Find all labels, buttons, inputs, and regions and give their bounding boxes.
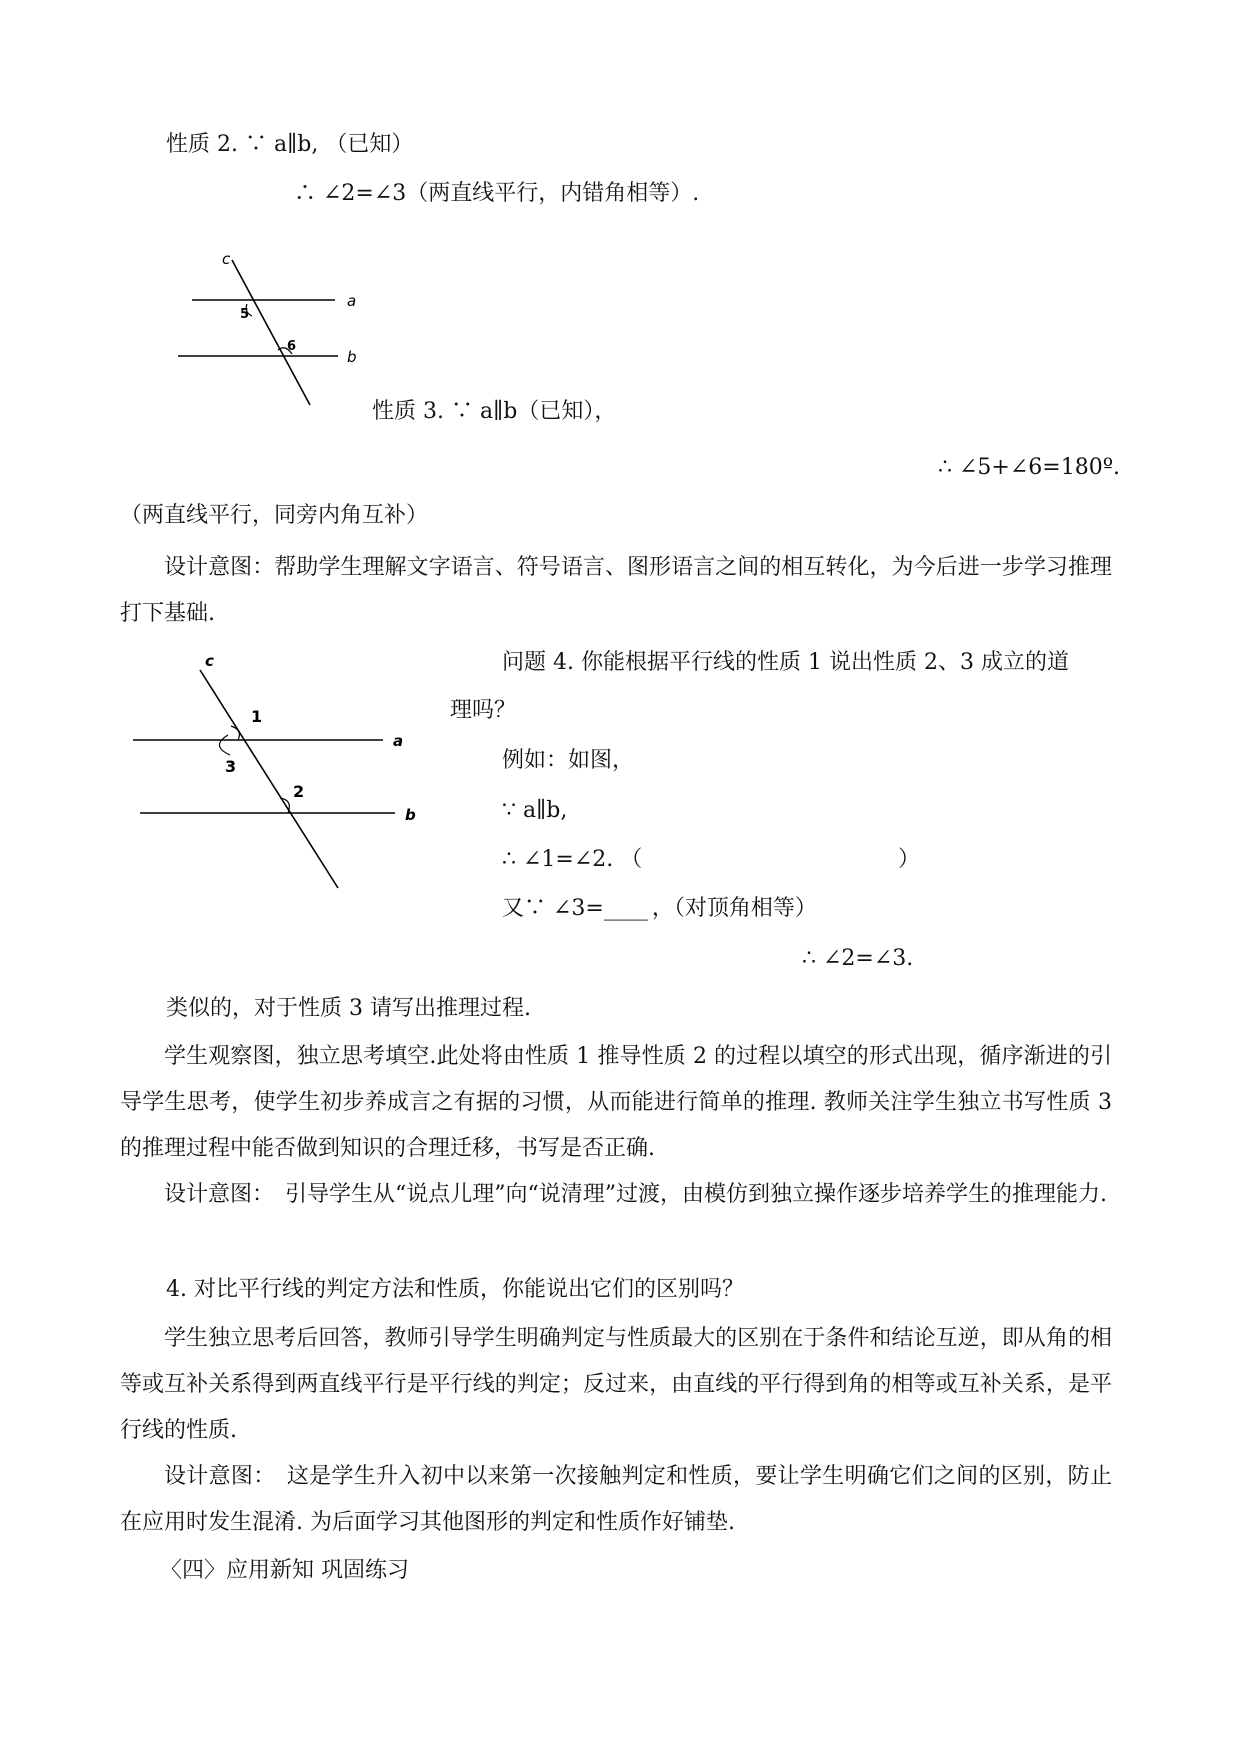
angle3-arc: [219, 735, 230, 755]
answer4-paragraph: 学生独立思考后回答，教师引导学生明确判定与性质最大的区别在于条件和结论互逆，即从角的相等或互补关系得到两直线平行是平行线的判定；反过来，由直线的平行得到角的相等或互补关系，是平行线的性质.: [120, 1326, 1112, 1443]
design-intent-3: 设计意图： 这是学生升入初中以来第一次接触判定和性质，要让学生明确它们之间的区别，防止在应用时发生混淆. 为后面学习其他图形的判定和性质作好铺垫.: [120, 1464, 1112, 1535]
item4-question: 4. 对比平行线的判定方法和性质，你能说出它们的区别吗？: [166, 1277, 744, 1302]
property2-conclusion: ∴ ∠2=∠3（两直线平行，内错角相等）.: [294, 181, 700, 206]
label-angle5: 5: [240, 307, 250, 322]
question4-step3-left: 又∵ ∠3=: [502, 896, 604, 921]
label-c: c: [222, 250, 231, 268]
property3-conclusion: ∴ ∠5+∠6=180º.: [938, 455, 1121, 480]
figure1-svg: [160, 250, 380, 415]
transversal-c: [200, 670, 338, 888]
question4-example: 例如：如图，: [502, 748, 635, 773]
similar-note: 类似的，对于性质 3 请写出推理过程.: [166, 996, 531, 1021]
label-b: b: [347, 348, 357, 366]
question4-step2-right: ）: [898, 847, 921, 872]
question4-step3-right: ，（对顶角相等）: [651, 896, 817, 921]
figure-parallel-lines-2: [125, 650, 435, 899]
transversal-c: [232, 260, 310, 405]
angle1-arc: [231, 726, 239, 740]
label-a: a: [393, 732, 404, 750]
question4-line1: 问题 4. 你能根据平行线的性质 1 说出性质 2、3 成立的道: [502, 650, 1069, 675]
label-a: a: [347, 292, 357, 310]
question4-step1: ∵ a∥b,: [502, 798, 568, 823]
label-angle2: 2: [293, 782, 305, 801]
figure2-svg: [125, 650, 435, 895]
question4-step3-blank: ____: [603, 896, 648, 921]
property2-premise: 性质 2. ∵ a∥b, （已知）: [166, 132, 414, 157]
design-intent-1: 设计意图：帮助学生理解文字语言、符号语言、图形语言之间的相互转化，为今后进一步学习推理打下基础.: [120, 555, 1112, 626]
observe-paragraph: 学生观察图，独立思考填空.此处将由性质 1 推导性质 2 的过程以填空的形式出现，循序渐进的引导学生思考，使学生初步养成言之有据的习惯，从而能进行简单的推理. 教师关注学生独立书写性质 3 的推理过程中能否做到知识的合理迁移，书写是否正确.: [120, 1044, 1112, 1161]
design-intent-2: 设计意图： 引导学生从“说点儿理”向“说清理”过渡，由模仿到独立操作逐步培养学生的推理能力.: [164, 1182, 1107, 1207]
label-angle6: 6: [287, 339, 297, 354]
property3-premise: 性质 3. ∵ a∥b（已知），: [372, 399, 617, 424]
question4-step2-left: ∴ ∠1=∠2. （: [502, 847, 643, 872]
label-angle3: 3: [225, 757, 237, 776]
question4-step3: [502, 895, 817, 923]
label-b: b: [405, 806, 416, 824]
property3-reason: （两直线平行，同旁内角互补）: [120, 503, 429, 528]
figure-parallel-lines-1: [160, 250, 380, 419]
label-c: c: [205, 652, 214, 670]
question4-line2: 理吗？: [450, 698, 517, 723]
angle2-arc: [280, 798, 289, 813]
question4-step4: ∴ ∠2=∠3.: [802, 946, 914, 971]
section4-heading: 〈四〉应用新知 巩固练习: [160, 1558, 409, 1583]
label-angle1: 1: [251, 707, 263, 726]
